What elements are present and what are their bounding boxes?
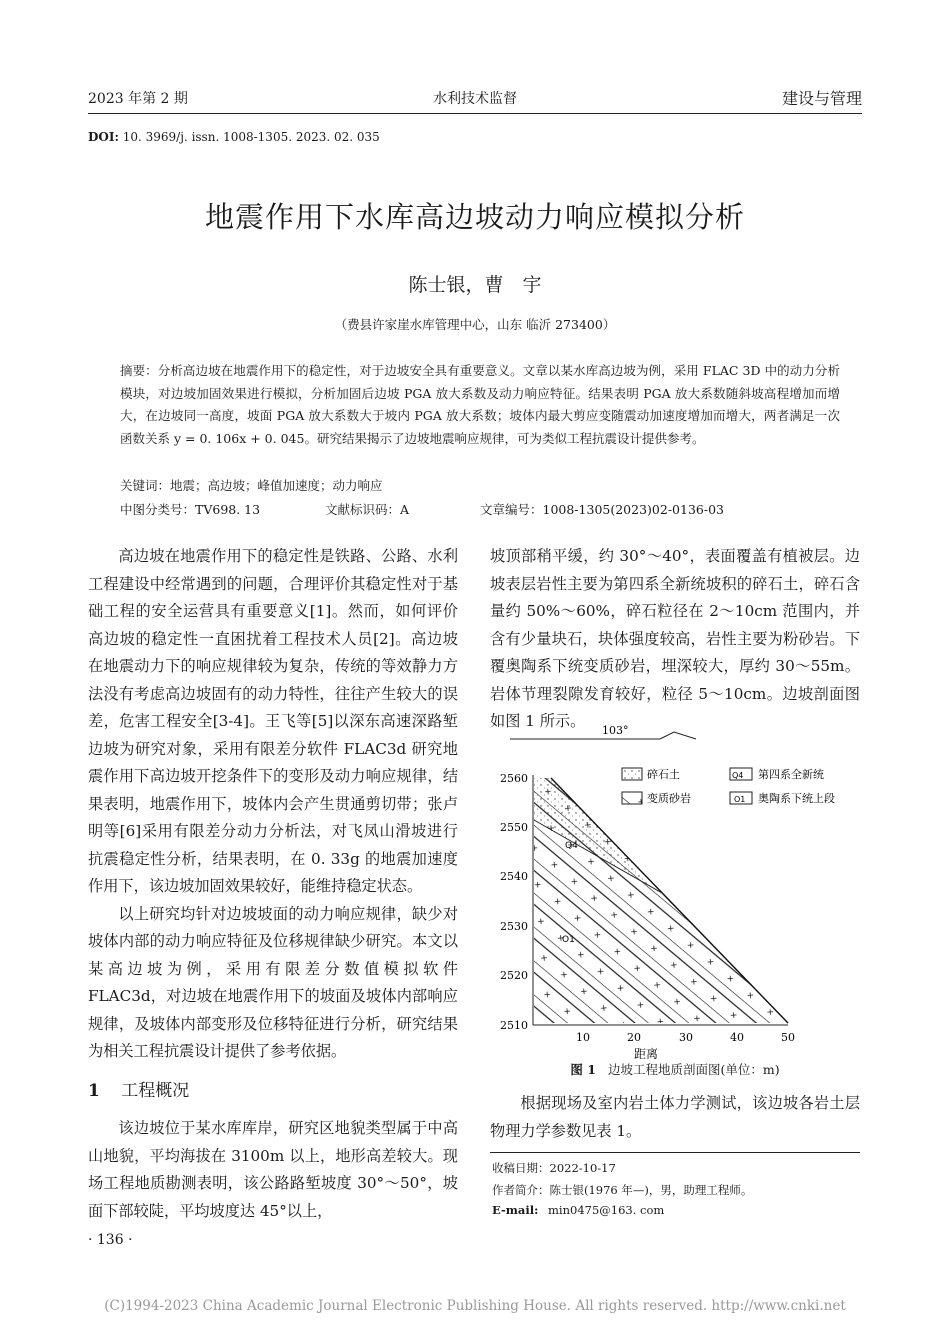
received-date: 收稿日期：2022-10-17 bbox=[492, 1161, 616, 1175]
keywords: 关键词：地震；高边坡；峰值加速度；动力响应 bbox=[120, 478, 383, 493]
doi-label: DOI: bbox=[88, 130, 119, 144]
page-number: · 136 · bbox=[88, 1232, 133, 1248]
abstract: 摘要：分析高边坡在地震作用下的稳定性，对于边坡安全具有重要意义。文章以某水库高边坡为例，采用 FLAC 3D 中的动力分析模块，对边坡加固效果进行模拟，分析加固后边坡 PGA 放大系数及动力响应特征。结果表明 PGA 放大系数随斜坡高程增加而增大，在边坡同一高度，坡面 PGA 放大系数大于坡内 PGA 放大系数；坡体内最大剪应变随震动加速度增加而增大，两者满足一次函数关系 y = 0. 106x + 0. 045。研究结果揭示了边坡地震响应规律，可为类似工程抗震设计提供参考。 bbox=[120, 363, 840, 446]
legend-gravel: 碎石土 bbox=[647, 768, 680, 781]
figure-legend bbox=[622, 767, 835, 805]
footnote-rule bbox=[490, 1152, 860, 1153]
email-address: min0475@163. com bbox=[548, 1203, 665, 1217]
affiliation: （费县许家崖水库管理中心，山东 临沂 273400） bbox=[334, 317, 616, 332]
article-number: 文章编号：1008-1305(2023)02-0136-03 bbox=[480, 502, 724, 517]
doi bbox=[88, 130, 380, 144]
figure-caption-text: 边坡工程地质剖面图(单位：m) bbox=[607, 1062, 780, 1077]
doi-value: 10. 3969/j. issn. 1008-1305. 2023. 02. 035 bbox=[122, 130, 380, 144]
email-label: E-mail: bbox=[492, 1203, 539, 1217]
paper-title: 地震作用下水库高边坡动力响应模拟分析 bbox=[204, 200, 745, 234]
geology-paragraph: 坡顶部稍平缓，约 30°～40°，表面覆盖有植被层。边坡表层岩性主要为第四系全新统坡积的碎石土，碎石含量约 50%～60%，碎石粒径在 2～10cm 范围内，并含有少量块石，块体强度较高，岩性主要为粉砂岩。下覆奥陶系下统变质砂岩，埋深较大，厚约 30～55m。岩体节理裂隙发育较好，粒径 5～10cm。边坡剖面图如图 1 所示。 bbox=[490, 547, 860, 730]
legend-quaternary: 第四系全新统 bbox=[758, 768, 824, 781]
header-issue: 2023 年第 2 期 bbox=[88, 91, 188, 107]
ordovician-label: O1 bbox=[562, 935, 575, 945]
x-ticks bbox=[576, 1031, 795, 1044]
angle-label: 103° bbox=[602, 724, 629, 737]
section-title: 工程概况 bbox=[121, 1080, 190, 1101]
parameters-paragraph: 根据现场及室内岩土体力学测试，该边坡各岩土层物理力学参数见表 1。 bbox=[490, 1094, 860, 1140]
legend-ordovician: 奥陶系下统上段 bbox=[758, 792, 835, 805]
y-tick: 2510 bbox=[500, 1019, 528, 1032]
header-journal: 水利技术监督 bbox=[433, 91, 517, 107]
clc-number: 中图分类号：TV698. 13 bbox=[120, 502, 261, 517]
intro-paragraph-2: 以上研究均针对边坡坡面的动力响应规律，缺少对坡体内部的动力响应特征及位移规律缺少研究。本文以某高边坡为例，采用有限差分数值模拟软件 FLAC3d，对边坡在地震作用下的坡面及坡体内部响应规律，及坡体内部变形及位移特征进行分析，研究结果为相关工程抗震设计提供了参考依据。 bbox=[88, 904, 458, 1060]
y-tick: 2530 bbox=[500, 920, 528, 933]
doc-code: 文献标识码：A bbox=[325, 502, 410, 517]
copyright-watermark: (C)1994-2023 China Academic Journal Electronic Publishing House. All rights reserved. http://www.cnki.net bbox=[104, 1298, 846, 1314]
y-ticks bbox=[500, 772, 528, 1032]
legend-sandstone: 变质砂岩 bbox=[647, 792, 691, 805]
y-tick: 2560 bbox=[500, 772, 528, 785]
y-tick: 2550 bbox=[500, 821, 528, 834]
figure-caption bbox=[490, 1060, 860, 1078]
intro-paragraph-1: 高边坡在地震作用下的稳定性是铁路、公路、水利工程建设中经常遇到的问题，合理评价其稳定性对于基础工程的安全运营具有重要意义[1]。然而，如何评价高边坡的稳定性一直困扰着工程技术人员[2]。高边坡在地震动力下的响应规律较为复杂，传统的等效静力方法没有考虑高边坡固有的动力特性，往往产生较大的误差，危害工程安全[3-4]。王飞等[5]以深东高速深路堑边坡为研究对象，采用有限差分软件 FLAC3d 研究地震作用下高边坡开挖条件下的变形及动力响应规律，结果表明，地震作用下，坡体内会产生贯通剪切带；张卢明等[6]采用有限差分动力分析法，对飞凤山滑坡进行抗震稳定性分析，结果表明，在 0. 33g 的地震加速度作用下，该边坡加固效果较好，能维持稳定状态。 bbox=[88, 547, 458, 895]
section-number: 1 bbox=[88, 1080, 100, 1101]
y-tick: 2520 bbox=[500, 969, 528, 982]
angle-marker bbox=[660, 732, 696, 739]
x-axis-label: 距离 bbox=[633, 1047, 659, 1061]
author-bio: 作者简介：陈士银(1976 年—)，男，助理工程师。 bbox=[492, 1183, 753, 1197]
legend-quaternary-code: Q4 bbox=[732, 771, 744, 780]
right-column-bottom bbox=[490, 1090, 860, 1145]
legend-gravel-swatch bbox=[622, 768, 642, 780]
left-column bbox=[88, 543, 458, 1225]
quaternary-label: Q4 bbox=[565, 841, 578, 851]
x-tick: 30 bbox=[679, 1031, 693, 1044]
y-tick: 2540 bbox=[500, 870, 528, 883]
x-tick: 50 bbox=[781, 1031, 795, 1044]
geologic-section-figure bbox=[490, 720, 860, 1080]
section-heading bbox=[88, 1078, 458, 1106]
figure-1 bbox=[490, 720, 860, 1080]
figure-caption-number: 图 1 bbox=[570, 1062, 596, 1077]
legend-sandstone-swatch bbox=[622, 792, 642, 804]
author-email-line bbox=[492, 1203, 664, 1217]
right-column-top bbox=[490, 543, 860, 736]
header-rule bbox=[88, 113, 862, 114]
legend-ordovician-code: O1 bbox=[734, 795, 746, 804]
authors: 陈士银，曹 宇 bbox=[408, 274, 542, 296]
x-tick: 40 bbox=[730, 1031, 744, 1044]
header-section: 建设与管理 bbox=[781, 89, 862, 108]
x-tick: 10 bbox=[576, 1031, 590, 1044]
x-tick: 20 bbox=[627, 1031, 641, 1044]
overview-paragraph: 该边坡位于某水库库岸，研究区地貌类型属于中高山地貌，平均海拔在 3100m 以上，地形高差较大。现场工程地质勘测表明，该公路路堑坡度 30°～50°，坡面下部较陡，平均坡度达 45°以上， bbox=[88, 1119, 458, 1220]
